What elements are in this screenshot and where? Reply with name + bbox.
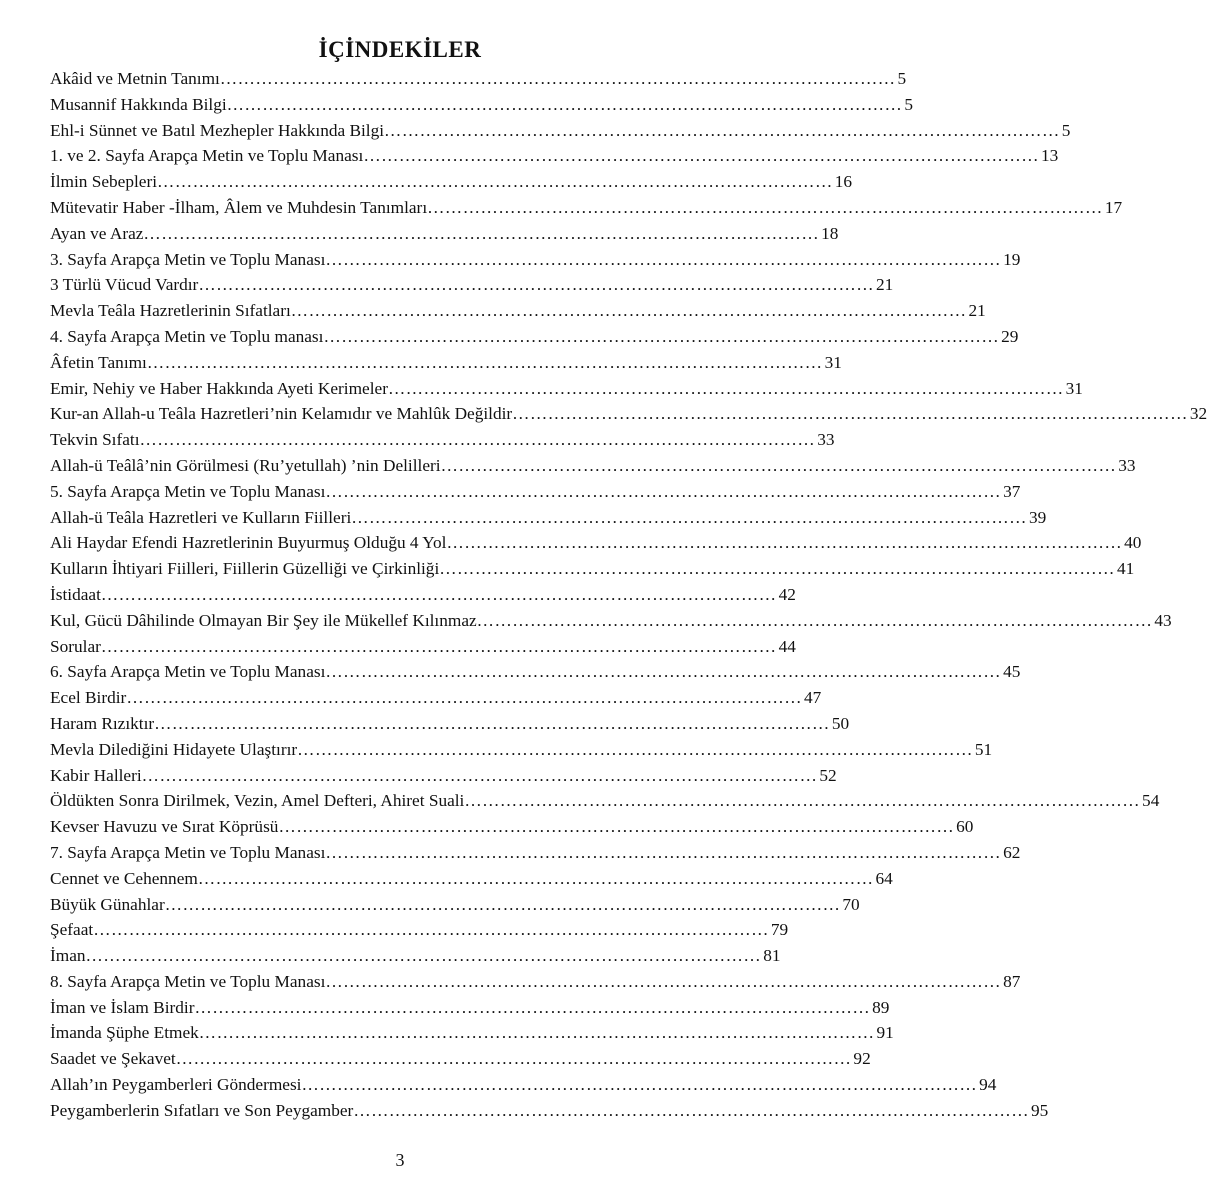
toc-entry: [50, 118, 1071, 144]
toc-entry-page: 92: [853, 1049, 871, 1069]
toc-entry: [50, 1020, 894, 1046]
toc-entry-page: 87: [1003, 971, 1021, 991]
toc-entry: [50, 247, 1021, 273]
toc-entry-leader: ……………………………………………………………………………………………………: [476, 610, 1153, 630]
toc-entry-title: İman: [50, 946, 86, 966]
toc-entry-leader: ……………………………………………………………………………………………………: [325, 971, 1002, 991]
toc-entry: [50, 427, 835, 453]
toc-entry-title: İman ve İslam Birdir: [50, 997, 195, 1017]
toc-entry: [50, 350, 842, 376]
toc-entry-leader: ……………………………………………………………………………………………………: [446, 533, 1123, 553]
toc-entry-leader: ……………………………………………………………………………………………………: [157, 172, 833, 192]
toc-entry-page: 32: [1189, 404, 1207, 424]
toc-entry: [50, 582, 796, 608]
toc-entry-title: Musannif Hakkında Bilgi: [50, 94, 227, 114]
toc-entry-leader: ……………………………………………………………………………………………………: [93, 920, 769, 940]
toc-entry-title: Tekvin Sıfatı: [50, 430, 140, 450]
toc-entry-title: Şefaat: [50, 920, 94, 940]
toc-entry-title: 3 Türlü Vücud Vardır: [50, 275, 199, 295]
toc-entry: [50, 917, 789, 943]
toc-entry: [50, 195, 1123, 221]
toc-entry: [50, 324, 1019, 350]
toc-entry-leader: ……………………………………………………………………………………………………: [143, 223, 820, 243]
toc-entry-leader: ……………………………………………………………………………………………………: [126, 688, 802, 708]
toc-entry-title: İstidaat: [50, 584, 101, 604]
toc-entry-leader: ……………………………………………………………………………………………………: [323, 326, 1000, 346]
toc-entry-leader: ……………………………………………………………………………………………………: [439, 559, 1115, 579]
toc-entry-title: Kur-an Allah-u Teâla Hazretleri’nin Kelamıdır ve Mahlûk Değildir: [50, 404, 513, 424]
toc-entry-title: Ehl-i Sünnet ve Batıl Mezhepler Hakkında Bilgi: [50, 120, 385, 140]
toc-entry-page: 31: [1065, 378, 1083, 398]
toc-entry-page: 5: [897, 69, 907, 88]
toc-entry-title: Mevla Teâla Hazretlerinin Sıfatları: [50, 301, 291, 321]
toc-entry-title: Peygamberlerin Sıfatları ve Son Peygamber: [50, 1100, 354, 1120]
toc-entry: [50, 840, 1021, 866]
toc-entry: [50, 66, 907, 92]
toc-entry-leader: ……………………………………………………………………………………………………: [198, 1023, 875, 1043]
toc-entry-leader: ……………………………………………………………………………………………………: [100, 636, 777, 656]
toc-entry-leader: ……………………………………………………………………………………………………: [194, 997, 871, 1017]
toc-entry-leader: ……………………………………………………………………………………………………: [325, 662, 1002, 682]
toc-entry: [50, 556, 1135, 582]
toc-entry: [50, 995, 890, 1021]
toc-entry-leader: ……………………………………………………………………………………………………: [512, 404, 1188, 424]
toc-entry-page: 89: [872, 997, 890, 1017]
toc-entry: [50, 814, 974, 840]
toc-entry: [50, 969, 1021, 995]
toc-entry-title: Mevla Dilediğini Hidayete Ulaştırır: [50, 739, 298, 759]
toc-entry-page: 94: [979, 1075, 997, 1095]
toc-entry-page: 17: [1104, 197, 1123, 217]
toc-entry-page: 16: [834, 172, 852, 192]
toc-entry-leader: ……………………………………………………………………………………………………: [154, 713, 830, 733]
toc-entry-title: Cennet ve Cehennem: [50, 868, 198, 888]
toc-entry-page: 33: [1118, 455, 1136, 475]
toc-entry-leader: ……………………………………………………………………………………………………: [164, 894, 841, 914]
toc-entry-page: 91: [876, 1023, 894, 1043]
toc-entry-leader: ……………………………………………………………………………………………………: [146, 352, 823, 372]
toc-entry-title: İmanda Şüphe Etmek: [50, 1023, 199, 1043]
toc-entry: [50, 1046, 871, 1072]
toc-entry-leader: ……………………………………………………………………………………………………: [325, 249, 1002, 269]
toc-entry: [50, 659, 1021, 685]
toc-entry-title: 6. Sayfa Arapça Metin ve Toplu Manası: [50, 662, 326, 682]
toc-entry-leader: ……………………………………………………………………………………………………: [100, 584, 777, 604]
toc-entry-page: 79: [770, 920, 789, 940]
toc-entry-page: 50: [831, 713, 850, 733]
toc-entry-leader: ……………………………………………………………………………………………………: [219, 69, 896, 88]
toc-entry-title: Emir, Nehiy ve Haber Hakkında Ayeti Kerimeler: [50, 378, 388, 398]
toc-entry-page: 5: [904, 94, 913, 114]
toc-entry-title: İlmin Sebepleri: [50, 172, 158, 192]
toc-entry-leader: ……………………………………………………………………………………………………: [384, 120, 1060, 140]
toc-entry: [50, 479, 1021, 505]
toc-entry-title: Allah’ın Peygamberleri Göndermesi: [50, 1075, 302, 1095]
toc-entry-title: Sorular: [50, 636, 101, 656]
toc-entry-page: 40: [1124, 533, 1142, 553]
toc-entry: [50, 298, 986, 324]
toc-entry-leader: ……………………………………………………………………………………………………: [197, 868, 874, 888]
toc-entry: [50, 1098, 1049, 1124]
toc-entry: [50, 221, 839, 247]
toc-entry-title: 8. Sayfa Arapça Metin ve Toplu Manası: [50, 971, 326, 991]
toc-entry-page: 33: [817, 430, 835, 450]
toc-entry: [50, 453, 1136, 479]
toc-entry: [50, 763, 837, 789]
toc-entry: [50, 892, 860, 918]
toc-entry-page: 39: [1028, 507, 1047, 527]
toc-entry-title: 4. Sayfa Arapça Metin ve Toplu manası: [50, 326, 324, 346]
toc-entry-title: Kul, Gücü Dâhilinde Olmayan Bir Şey ile Mükellef Kılınmaz: [50, 610, 477, 630]
toc-entry-title: Mütevatir Haber -İlham, Âlem ve Muhdesin Tanımları: [50, 197, 428, 217]
toc-entry-page: 60: [956, 817, 974, 837]
toc-entry: [50, 92, 913, 118]
toc-entry: [50, 376, 1083, 402]
toc-entry-title: Öldükten Sonra Dirilmek, Vezin, Amel Defteri, Ahiret Suali: [50, 791, 465, 811]
toc-entry-leader: ……………………………………………………………………………………………………: [363, 146, 1039, 166]
toc-entry: [50, 272, 894, 298]
toc-entry-leader: ……………………………………………………………………………………………………: [139, 430, 816, 450]
toc-entry-page: 45: [1003, 662, 1021, 682]
toc-entry-page: 29: [1001, 326, 1019, 346]
toc-entry-page: 21: [876, 275, 894, 295]
toc-entry-page: 70: [842, 894, 860, 914]
toc-entry: [50, 685, 822, 711]
toc-entry-page: 51: [974, 739, 993, 759]
toc-entry-page: 18: [821, 223, 839, 243]
toc-entry-page: 52: [819, 765, 837, 785]
toc-entry-title: Kevser Havuzu ve Sırat Köprüsü: [50, 817, 279, 837]
toc-entry: [50, 737, 993, 763]
toc-entry-page: 81: [763, 946, 781, 966]
toc-entry: [50, 608, 1172, 634]
toc-entry-page: 13: [1041, 146, 1059, 166]
toc-entry-leader: ……………………………………………………………………………………………………: [387, 378, 1064, 398]
toc-entry: [50, 143, 1059, 169]
toc-entry: [50, 1072, 997, 1098]
toc-entry-title: Akâid ve Metnin Tanımı: [50, 69, 220, 88]
toc-entry-title: Haram Rızıktır: [50, 713, 155, 733]
toc-entry-leader: ……………………………………………………………………………………………………: [325, 842, 1002, 862]
toc-entry-page: 41: [1116, 559, 1135, 579]
toc-entry-leader: ……………………………………………………………………………………………………: [464, 791, 1141, 811]
toc-entry-page: 31: [824, 352, 842, 372]
page-number: 3: [395, 1150, 405, 1170]
toc-entry: [50, 169, 852, 195]
toc-entry-title: Ecel Birdir: [50, 688, 127, 708]
toc-entry-page: 19: [1003, 249, 1021, 269]
toc-entry: [50, 505, 1047, 531]
toc-entry-leader: ……………………………………………………………………………………………………: [301, 1075, 978, 1095]
toc-entry-page: 64: [875, 868, 893, 888]
toc-entry: [50, 530, 1142, 556]
toc-entry-leader: ……………………………………………………………………………………………………: [198, 275, 875, 295]
toc-entry-title: 1. ve 2. Sayfa Arapça Metin ve Toplu Manası: [50, 146, 364, 166]
toc-entry: [50, 866, 893, 892]
toc-entry-title: Saadet ve Şekavet: [50, 1049, 176, 1069]
toc-entry-leader: ……………………………………………………………………………………………………: [290, 301, 967, 321]
toc-title: İÇİNDEKİLER: [318, 37, 482, 62]
toc-entry: [50, 634, 796, 660]
toc-entry-title: Allah-ü Teâlâ’nin Görülmesi (Ru’yetullah) ’nin Delilleri: [50, 455, 441, 475]
toc-entry-leader: ……………………………………………………………………………………………………: [85, 946, 762, 966]
toc-entry-title: Allah-ü Teâla Hazretleri ve Kulların Fiilleri: [50, 507, 352, 527]
toc-entry-leader: ……………………………………………………………………………………………………: [297, 739, 973, 759]
toc-entry: [50, 401, 1207, 427]
toc-entry-title: Âfetin Tanımı: [50, 352, 147, 372]
toc-entry-leader: ……………………………………………………………………………………………………: [141, 765, 818, 785]
toc-entry-page: 37: [1003, 481, 1021, 501]
toc-entry: [50, 711, 850, 737]
toc-entry-leader: ……………………………………………………………………………………………………: [278, 817, 955, 837]
toc-entry-leader: ……………………………………………………………………………………………………: [353, 1100, 1029, 1120]
toc-entry-page: 95: [1031, 1100, 1049, 1120]
toc-entry-title: Ali Haydar Efendi Hazretlerinin Buyurmuş Olduğu 4 Yol: [50, 533, 447, 553]
toc-entry: [50, 943, 781, 969]
toc-entry-leader: ……………………………………………………………………………………………………: [440, 455, 1117, 475]
toc-entry-title: Ayan ve Araz: [50, 223, 144, 243]
toc-entry-title: Kulların İhtiyari Fiilleri, Fiillerin Güzelliği ve Çirkinliği: [50, 559, 440, 579]
toc-entry-page: 21: [968, 301, 986, 321]
table-of-contents: [50, 66, 1207, 1124]
toc-entry-leader: ……………………………………………………………………………………………………: [351, 507, 1027, 527]
toc-entry-page: 54: [1142, 791, 1160, 811]
toc-entry-title: 5. Sayfa Arapça Metin ve Toplu Manası: [50, 481, 326, 501]
toc-entry-leader: ……………………………………………………………………………………………………: [427, 197, 1103, 217]
toc-entry-leader: ……………………………………………………………………………………………………: [226, 94, 903, 114]
toc-entry-page: 44: [778, 636, 796, 656]
toc-entry-title: Kabir Halleri: [50, 765, 142, 785]
toc-entry-page: 42: [778, 584, 796, 604]
toc-entry-leader: ……………………………………………………………………………………………………: [325, 481, 1002, 501]
toc-entry-leader: ……………………………………………………………………………………………………: [175, 1049, 852, 1069]
toc-entry-page: 62: [1003, 842, 1021, 862]
toc-entry-title: Büyük Günahlar: [50, 894, 165, 914]
toc-entry-page: 5: [1061, 120, 1071, 140]
toc-entry-page: 47: [804, 688, 822, 708]
toc-entry: [50, 788, 1160, 814]
toc-entry-title: 3. Sayfa Arapça Metin ve Toplu Manası: [50, 249, 326, 269]
toc-entry-page: 43: [1154, 610, 1172, 630]
toc-entry-title: 7. Sayfa Arapça Metin ve Toplu Manası: [50, 842, 326, 862]
